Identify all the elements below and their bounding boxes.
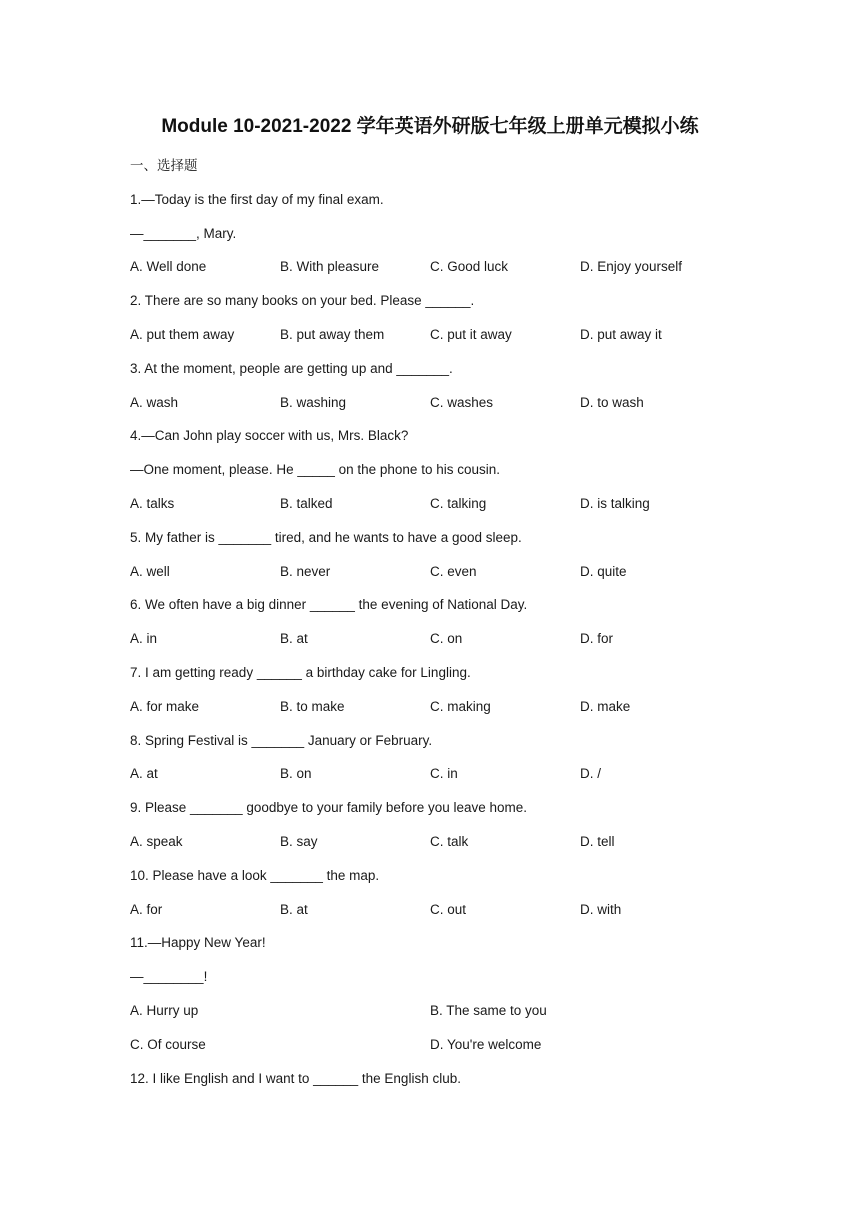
answer-options <box>130 391 750 425</box>
answer-option: D. You're welcome <box>430 1036 542 1052</box>
answer-option: D. Enjoy yourself <box>580 259 683 275</box>
answer-options <box>130 323 750 357</box>
question-dialogue-line: —_______, Mary. <box>130 225 237 241</box>
question-list <box>130 154 750 1100</box>
question-stem: 5. My father is _______ tired, and he wants to have a good sleep. <box>130 529 522 545</box>
answer-option: C. on <box>430 631 463 647</box>
answer-option: A. speak <box>130 833 183 849</box>
answer-option: A. for <box>130 901 163 917</box>
question-dialogue-line: —________! <box>130 969 208 985</box>
answer-option: A. Hurry up <box>130 1002 199 1018</box>
question-stem: 1.—Today is the first day of my final exam. <box>130 191 384 207</box>
answer-option: C. Good luck <box>430 259 509 275</box>
answer-option: A. talks <box>130 495 175 511</box>
answer-options <box>130 898 750 932</box>
answer-option: A. in <box>130 631 158 647</box>
answer-options <box>130 1033 750 1067</box>
answer-option: B. to make <box>280 698 345 714</box>
answer-options <box>130 492 750 526</box>
answer-option: D. with <box>580 901 622 917</box>
answer-option: A. put them away <box>130 326 235 342</box>
answer-option: A. wash <box>130 394 179 410</box>
answer-option: B. never <box>280 563 331 579</box>
section-heading: 一、选择题 <box>130 158 198 173</box>
answer-option: C. making <box>430 698 491 714</box>
answer-option: D. tell <box>580 833 615 849</box>
answer-option: B. put away them <box>280 326 385 342</box>
question-stem: 11.—Happy New Year! <box>130 935 266 951</box>
question-stem: 6. We often have a big dinner ______ the evening of National Day. <box>130 597 528 613</box>
answer-option: C. Of course <box>130 1036 206 1052</box>
answer-option: D. / <box>580 766 602 782</box>
answer-option: B. washing <box>280 394 347 410</box>
answer-option: C. talking <box>430 495 487 511</box>
answer-option: D. quite <box>580 563 627 579</box>
answer-option: C. out <box>430 901 467 917</box>
answer-option: B. at <box>280 901 308 917</box>
question-stem: 7. I am getting ready ______ a birthday cake for Lingling. <box>130 664 471 680</box>
question-stem: 12. I like English and I want to ______ the English club. <box>130 1070 461 1086</box>
question-stem: 9. Please _______ goodbye to your family before you leave home. <box>130 800 528 816</box>
answer-options <box>130 830 750 864</box>
answer-option: A. Well done <box>130 259 207 275</box>
question-stem: 10. Please have a look _______ the map. <box>130 867 380 883</box>
answer-option: A. at <box>130 766 158 782</box>
answer-options <box>130 255 750 289</box>
answer-option: B. With pleasure <box>280 259 380 275</box>
answer-option: C. in <box>430 766 458 782</box>
question-stem: 2. There are so many books on your bed. Please ______. <box>130 293 475 309</box>
answer-option: B. The same to you <box>430 1002 547 1018</box>
answer-options <box>130 695 750 729</box>
document-title: Module 10-2021-2022 学年英语外研版七年级上册单元模拟小练 <box>161 116 699 137</box>
answer-option: D. put away it <box>580 326 662 342</box>
answer-option: D. is talking <box>580 495 650 511</box>
answer-options <box>130 627 750 661</box>
answer-options <box>130 762 750 796</box>
question-stem: 8. Spring Festival is _______ January or February. <box>130 732 433 748</box>
answer-option: D. for <box>580 631 614 647</box>
answer-option: A. for make <box>130 698 200 714</box>
answer-option: C. talk <box>430 833 469 849</box>
question-dialogue-line: —One moment, please. He _____ on the phone to his cousin. <box>130 462 500 478</box>
question-stem: 4.—Can John play soccer with us, Mrs. Black? <box>130 428 409 444</box>
answer-option: C. washes <box>430 394 494 410</box>
question-stem: 3. At the moment, people are getting up and _______. <box>130 360 453 376</box>
answer-option: B. talked <box>280 495 333 511</box>
answer-option: D. make <box>580 698 631 714</box>
answer-option: B. at <box>280 631 308 647</box>
answer-option: B. say <box>280 833 318 849</box>
answer-option: D. to wash <box>580 394 644 410</box>
answer-option: B. on <box>280 766 312 782</box>
answer-option: A. well <box>130 563 170 579</box>
answer-options <box>130 560 750 594</box>
answer-options <box>130 999 750 1033</box>
answer-option: C. put it away <box>430 326 512 342</box>
answer-option: C. even <box>430 563 477 579</box>
